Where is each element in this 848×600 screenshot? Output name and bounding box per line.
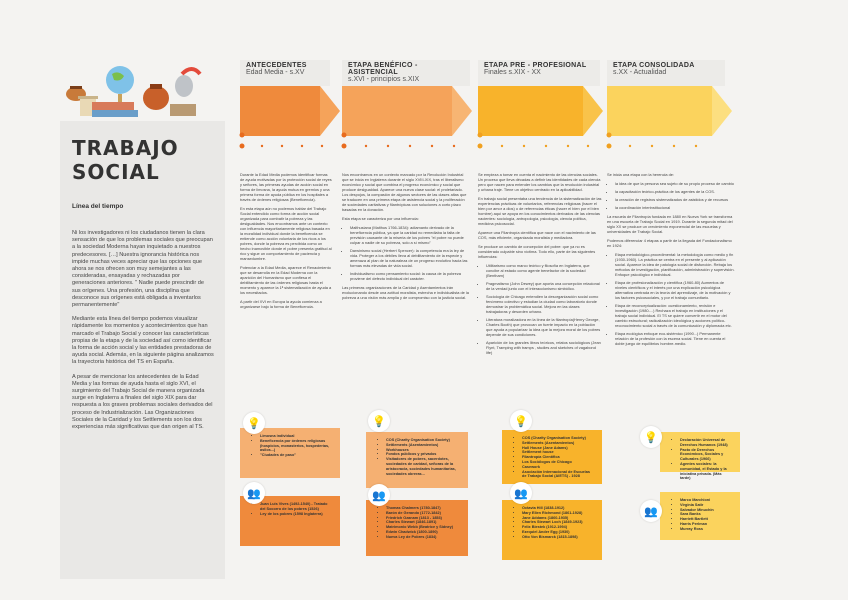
column-body-benefico [342,172,470,304]
list-item: • la capacitación teórico-práctica de los agentes de la COS. [615,189,735,194]
list-item: • Agentes sociales: la comunidad, el Estado y la iniciativa privada. (Más tarde) [680,462,732,481]
body-paragraph: Potenciar a la Edad Media, aparece el Renacimiento que se desarrolla en la Edad Moderna con la aparición del Humanismo que confiesa el debilitamiento de las órdenes religiosas hasta el momento y aparece la 1ª sistematización de ayuda a los necesitados. [240,265,332,295]
list-item: • Etapa de reconceptualización: cuestionamiento, revisión e investigación (1980-...) Rechaza el trabajo en instituciones y el trabajo social individual. El TS se quiere convertir en el motor del cambio estructural; radicalización ideológica y acciones político-reconocimiento social a través de la comunicación y diplomacia etc. [615,303,735,328]
lightbulb-icon: 💡 [640,426,662,448]
card-forms-benefico [366,432,468,488]
body-paragraph: Se produce un cambio de concepción del pobre: que ya no es considerado culpable sino víctima. Todo ello, parte de las siguientes influencias: [478,244,596,259]
body-paragraph: En esta etapa aún no podemos hablar del Trabajo Social entendido como forma de acción social organizada para combatir la pobreza y las desigualdades. Nos encontramos ante un contexto con influencia mayoritariamente religiosa basada en la moralidad individual donde la beneficencia se entiende como acción voluntaria de los ricos a los pobres, donde la pobreza es percibida como un hecho inamovible donde el pobre presenta gratitud al rico y sigue un comportamiento de paciencia y mansedumbre. [240,206,332,261]
heritage-list [607,181,735,210]
list-item: • "Ciudades de paso" [260,453,332,458]
column-period: s.XVI - principios s.XIX [348,76,420,83]
column-header-benefico [342,60,470,86]
people-icon: 👥 [243,482,265,504]
list-item: • Visitadores de pobres, sacerdotes, sociedades de caridad, señoras de la aristocracia, sociedades humanitarias, sociedades obreras... [386,457,460,476]
list-item: • Etapa ecológica enfoque eco-sistémico (1990...) Permanente relación de la profesión con la escena social. Tiene en cuenta el doble juego de equilibrios hombre-medio. [615,331,735,346]
lightbulb-icon: 💡 [243,412,265,434]
list-item: • Etapa metodológico-procedimental: la metodología como medio y fin (1930-1960). La práctica se centra en el presente y al aplicación social. Aparece la idea de patología social de disfunción. Rebaja los métodos de investigación, planificación, administración y supervisión. Enfoque psicológico e individual. [615,252,735,277]
list-item: • Murray Ross [680,527,732,532]
list-item: • Felix Biestek (1912-1994) [522,525,594,530]
body-paragraph: Se inicia una etapa con la herencia de: [607,172,675,177]
list-item: • Ezequiel Ander Egg (1930) [522,530,594,535]
column-heading: ETAPA PRE - PROFESIONAL [484,62,587,69]
influence-list [478,263,602,355]
list-item: • Sara Banks [680,512,732,517]
list-item: • Jane Addams (1860-1935) [522,516,594,521]
column-heading: ETAPA BENÉFICO - ASISTENCIAL [348,62,418,76]
people-icon: 👥 [640,500,662,522]
list-item: • la coordinación interinstitucional [615,205,735,210]
card-forms-preprofesional [502,430,602,484]
list-item: • Marco Marchioni [680,498,732,503]
timeline-dots [236,132,716,152]
list-item: • Charles Stewart Loch (1849-1923) [522,520,594,525]
list-item: • la creación de registros sistematizados de asistidos y de recursos [615,197,735,202]
column-header-consolidada [607,60,725,86]
stages-list [607,252,735,346]
body-paragraph: Se empieza a tomar en cuenta el nacimiento de las ciencias sociales. Un proceso que lleva décadas a definir las identidades de cada ciencia pero que nacen para entender los cambios que la revolución industrial y urbana traje. Tiene un objetivo centrado en la aplicabilidad. [478,172,601,192]
body-paragraph: Aparece una Filantropía científica que nace con el nacimiento de las COS, más eficiente, organizada moralista y mediadora. [478,230,596,240]
page-title: TRABAJO SOCIAL [72,136,179,184]
list-item: • Matrimonio Webb (Beatrice y Sidney) [386,525,460,530]
lightbulb-icon: 💡 [368,410,390,432]
intro-paragraph: Mediante esta línea del tiempo podemos visualizar rápidamente los momentos y acontecimientos que han marcado el Trabajo Social y conocer las características propias de la etapa y de la sociedad así como identificar la forma de acción social y las entidades prestadoras de ayuda social. Además, en la siguiente página analizamos la trayectoria histórica del TS en España. [72,316,214,366]
card-forms-consolidada [660,432,740,481]
body-paragraph: En trabajo social presentaba una tendencia de la sistematización de las experiencias prácticas de voluntarios, referencias religiosas (hacer el bien por amor a dios) o de referencias éticas (hacer el bien por el bien hombre) aquí se apoya en los conocimientos derivados de las ciencias nacientes: sociología, antropología, psicología, ciencia política, medicina psicosocial. [478,196,602,226]
list-item: • Utilitarismo como marco teórico y filosofía en Inglaterra, que concibe al estado como agente benefactor de la sociedad (Bentham) [486,263,602,278]
card-people-preprofesional [502,500,602,560]
list-item: • Pacto de Derechos Económicos, Sociales y Culturales (1966) [680,448,732,462]
list-item: • Settlements (Asentamientos) [522,441,594,446]
column-period: Edad Media - s.XV [246,69,305,76]
lightbulb-icon: 💡 [510,410,532,432]
list-item: • Filantropía Científica [522,455,594,460]
list-item: • COS (Charity Organisation Society) [386,438,460,443]
list-item: • Ley de los pobres (1598 Inglaterra) [260,512,332,517]
body-paragraph: Durante la Edad Media podemos identificar formas de ayuda motivadas por la protección social de reyes y señores, las primeras ayudas de acción social en forma de limosna, la ayuda mutua en gremios y una primera forma de ayuda pública en los hospitales a través de órdenes religiosas (Beneficencia). [240,172,332,202]
list-item: • Literatura moralizadora en la línea de la filantropía(Henry George, Charles Booth) que provocan un fuerte impacto en la población que ayuda a popularizar la idea que la mejora moral de los pobres depende de sus condiciones. [486,317,602,337]
list-item: • Workhouses [386,448,460,453]
list-item: • Beneficencia por órdenes religiosas (hospicios, monasterios, hospederías, asilos...) [260,439,332,453]
list-item: • Individualismo como pensamiento social: la causa de la pobreza proviene del defecto individual del carácter. [350,271,470,281]
list-item: • Sociología de Chicago entendien la desorganización social como fenómeno colectivo y estudian la ciudad como laboratorio donde demostrar la problemática social. Mejora en las clases trabajadoras y desorden urbano. [486,294,602,314]
body-paragraph: Nos encontramos en un contexto marcado por la Revolución Industrial que se inicia en Inglaterra durante el siglo XVIII-XIX, tras el liberalismo económico y social que combina el progreso económico y social que produce desigualdad. Aparece una nueva clase social: el proletariado. Los despojos, la compasión de algunos sectores de las clases altas que se traducen en una primera etapa de asistencia social y la proliferación de sociedades caritativas y filantrópicas con soluciones a corto plazo basadas en la donación. [342,172,467,212]
list-item: • Harris Perlman [680,522,732,527]
list-item: • Juan Luis Vives (1492-1540) - Tratado del Socorro de los pobres (1526) [260,502,332,512]
list-item: • Edwin Chadwick (1800-1890) [386,530,460,535]
list-item: • Hull House (Jane Adams) [522,446,594,451]
list-item: • Otto Von Bismarck (1815-1898) [522,535,594,540]
body-paragraph: Las primeras organizaciones de la Caridad y Asentamientos irán evolucionando desde una actitud moralista, estrecha e individualista de la pobreza a una visión más amplia y de compromiso con la justicia social. [342,285,469,300]
list-item: • Nueva Ley de Pobres (1834) [386,535,460,540]
page-subtitle: Línea del tiempo [72,203,124,210]
card-people-consolidada [660,492,740,540]
history-illustration [62,58,222,120]
list-item: • Charles Stewart (1846-1891) [386,520,460,525]
list-item: • Declaración Universal de Derechos Humanos (1948) [680,438,732,448]
intro-paragraph: Ni los investigadores ni los ciudadanos tienen la clara sensación de que los problemas sociales que preocupan a la sociedad Moderna hayan inquietado a nuestros predecesores. […] Nuestra ignorancia histórica nos impide muchas veces apreciar que las opciones que ahora se nos ofrecen son muy semejantes a las consideradas, ensayadas y rechazadas por generaciones anteriores. " Nadie puede prescindir de sus orígenes. Una profesión, una disciplina que desconoce sus orígenes está obligada a inventarlos permanentemente" [72,230,213,309]
body-paragraph: Podemos diferenciar 4 etapas a partir de la llegada del Fundacionalismo en 1924: [607,238,732,248]
list-item: • Fondos públicos y privados [386,452,460,457]
list-item: • Virginia Satir [680,503,732,508]
column-heading: ETAPA CONSOLIDADA [613,62,695,69]
body-paragraph: La escuela de Filantropía fundada en 1880 en Nueva York se transforma en una escuela de Trabajo Social en 1919. Durante la segunda mitad del siglo XX se produce un crecimiento exponencial de las escuelas y universidades de Trabajo Social. [607,214,733,234]
list-item: • Friedrich Ozanam (1813 - 1853) [386,516,460,521]
column-header-antecedentes [240,60,330,86]
people-icon: 👥 [510,482,532,504]
list-item: • Pragmatismo (John Dewey) que aporta una concepción relacional de la verdad junto con el interaccionismo simbólico. [486,281,602,291]
people-icon: 👥 [368,484,390,506]
list-item: • Thomas Chalmers (1780-1847) [386,506,460,511]
influence-list [342,225,470,281]
column-period: s.XX - Actualidad [613,69,667,76]
card-people-benefico [366,500,468,556]
column-body-antecedentes [240,172,332,313]
intro-paragraph: A pesar de mencionar los antecedentes de la Edad Media y las formas de ayuda hasta el siglo XVI, el surgimiento del Trabajo Social de manera organizada surge en Inglaterra a finales del siglo XIX para dar respuesta a los graves problemas sociales derivados del proceso de Industrialización. Las Organizaciones Sociales de la Caridad y los Settlements son los dos experiencias más significativas que dan origen al TS. [72,373,213,431]
list-item: • Los Sociólogos de Chicago [522,460,594,465]
column-period: Finales s.XIX - XX [484,69,541,76]
column-heading: ANTECEDENTES [246,62,307,69]
list-item: • Etapa de profesionalización y científica (1960-80) Aumentos de niveles científicos y el interés por una explicación psicológica alternativa centrada en la teoría del aprendizaje, de la motivación y los factores psicosociales, y por el trabajo comunitario. [615,280,735,300]
list-item: • Limosna individual [260,434,332,439]
list-item: • la idea de que la persona sea sujeto de su propio proceso de cambio [615,181,735,186]
intro-text [72,230,214,438]
list-item: • COS (Charity Organisation Society) [522,436,594,441]
card-forms-antecedentes [240,428,340,478]
list-item: • Casework [522,465,594,470]
list-item: • Harriett Bartlett [680,517,732,522]
list-item: • Salvador Minuchin [680,508,732,513]
column-body-consolidada [607,172,735,350]
body-paragraph: Esta etapa se caracteriza por una influencia: [342,216,419,221]
list-item: • Octavia Hill (1838-1912) [522,506,594,511]
body-paragraph: A partir del XVI en Europa la ayuda comienza a organizarse bajo la forma de Beneficencia. [240,299,322,309]
column-body-preprofesional [478,172,602,359]
list-item: • Darwinismo social (Herbert Spencer): la competencia era la ley de vida. Proteger a los débiles lleva al debilitamiento de la especie y amenaza al plan de la naturaleza de un progreso evolutivo hacia las formas más elevadas de vida social. [350,248,470,268]
list-item: • Mary Ellen Richmond (1861-1928) [522,511,594,516]
column-header-preprofesional [478,60,600,86]
list-item: • Aparición de los grandes libros teóricos, relatos sociológicos (Jean Flynt, Tramping with tramps , studies and sketches of vagabond life) [486,340,602,355]
list-item: • Asociación Internacional de Escuelas de Trabajo Social (AIETS) - 1928 [522,470,594,480]
list-item: • Malthusiana (Malthus 1766-1834): adiamanto derivado de la beneficencia pública, ya que la caridad no remediaba la falta de previsión causante de la miseria de los pobres "el pobre no puede culpar a nadie de su pobreza, solo a sí mismo" [350,225,470,245]
list-item: • Settlement house [522,450,594,455]
list-item: • Settlements (Asentamientos) [386,443,460,448]
list-item: • Barón de Gerando (1772-1842) [386,511,460,516]
